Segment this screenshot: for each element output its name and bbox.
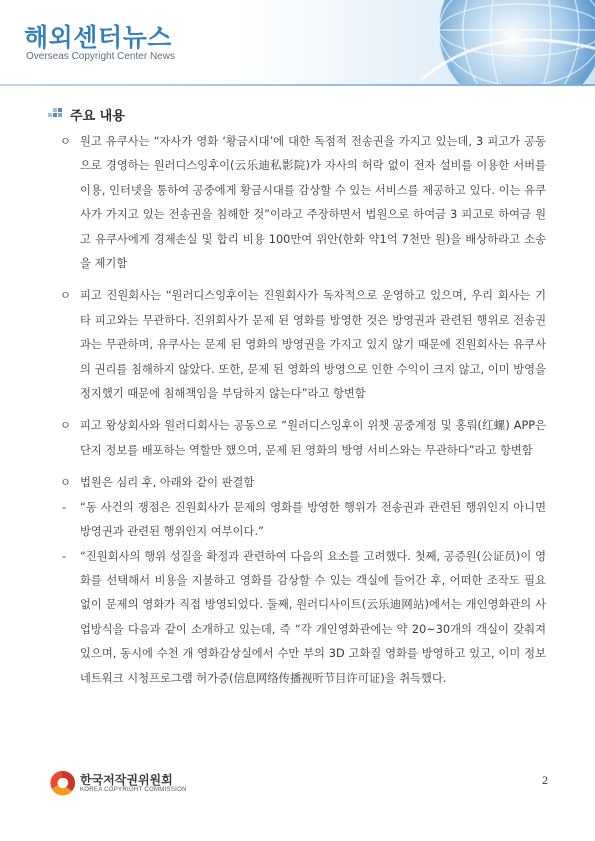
newsletter-subtitle: Overseas Copyright Center News [26, 51, 175, 62]
copyright-commission-logo-icon [48, 769, 76, 797]
section-title: 주요 내용 [70, 109, 125, 124]
paragraph-court-ruling [58, 471, 546, 495]
paragraph-defendant-jinwon [58, 284, 546, 406]
header-banner [0, 0, 595, 86]
circle-bullet: ㅇ [60, 135, 71, 148]
footer [48, 769, 548, 799]
circle-bullet: ㅇ [60, 419, 71, 433]
paragraph-text: 법원은 심리 후, 아래와 같이 판결함 [80, 476, 255, 490]
circle-bullet: ㅇ [60, 476, 71, 490]
main-content [58, 130, 546, 691]
ruling-point-factors [58, 545, 546, 691]
paragraph-text: “진원회사의 행위 성질을 확정과 관련하여 다음의 요소를 고려했다. 첫째, 공증원(公证员)이 영화를 선택해서 비용을 지불하고 영화를 감상할 수 있는 객실에 들어간 후, 어떠한 조작도 필요 없이 문제의 영화가 직접 방영되었다. 둘째, 원러디사이트(云乐迪网站)에서는 개인영화관의 사업방식을 다음과 같이 소개하고 있는데, 즉 “각 개인영화관에는 약 20~30개의 객실이 갖춰져 있으며, 동시에 수천 개 영화감상실에서 수만 부의 3D 고화질 영화를 방영하고 있고, 이미 정보 네트워크 시청프로그램 허가증(信息网络传播视听节目许可证)을 취득했다. [80, 549, 546, 685]
header-divider [0, 84, 595, 86]
paragraph-text: “동 사건의 쟁점은 진원회사가 문제의 영화를 방영한 행위가 전송권과 관련된 행위인지 아니면 방영권과 관련된 행위인지 여부이다.” [80, 500, 546, 539]
paragraph-lawsuit-claim [58, 130, 546, 276]
page-number: 2 [542, 773, 548, 787]
paragraph-text: 피고 왕상회사와 원러디회사는 공동으로 “원러디스잉후이 위챗 공중계정 및 홍뤄(红螺) APP은 단지 정보를 배포하는 역할만 했으며, 문제 된 영화의 방영 서비스와는 무관하다”라고 항변함 [80, 419, 546, 457]
dash-bullet: - [62, 500, 67, 514]
globe-icon [401, 0, 595, 86]
dash-bullet: - [62, 549, 67, 563]
squares-bullet-icon [48, 109, 64, 121]
org-name-korean: 한국저작권위원회 [80, 773, 173, 787]
newsletter-title: 해외센터뉴스 [24, 23, 172, 52]
circle-bullet: ㅇ [60, 289, 71, 303]
paragraph-defendant-wangsang [58, 414, 546, 463]
paragraph-text: 피고 진원회사는 “원러디스잉후이는 진원회사가 독자적으로 운영하고 있으며, 우리 회사는 기타 피고와는 무관하다. 진위회사가 문제 된 영화를 방영한 것은 방영권과 관련된 행위로 전송권과는 무관하며, 유쿠사는 문제 된 영화의 방영권을 가지고 있지 않기 때문에 진원회사는 유쿠사의 권리를 침해하지 않았다. 또한, 문제 된 영화의 방영으로 인한 수익이 크지 않고, 이미 방영을 정지했기 때문에 침해책임을 부담하지 않는다”라고 항변함 [80, 289, 546, 401]
paragraph-text: 원고 유쿠사는 “자사가 영화 ‘황금시대’에 대한 독점적 전송권을 가지고 있는데, 3 피고가 공동으로 경영하는 원러디스잉후이(云乐迪私影院)가 자사의 허락 없이 전자 설비를 이용한 서버를 이용, 인터넷을 통하여 공중에게 황금시대를 감상할 수 있는 서비스를 제공하고 있다. 이는 유쿠사가 가지고 있는 전송권을 침해한 것”이라고 주장하면서 법원으로 하여금 3 피고로 하여금 원고 유쿠사에게 경제손실 및 합리 비용 100만여 위안(한화 약1억 7천만 원)을 배상하라고 소송을 제기함 [80, 135, 546, 271]
ruling-point-issue [58, 496, 546, 545]
org-name-english: KOREA COPYRIGHT COMMISSION [80, 787, 187, 793]
